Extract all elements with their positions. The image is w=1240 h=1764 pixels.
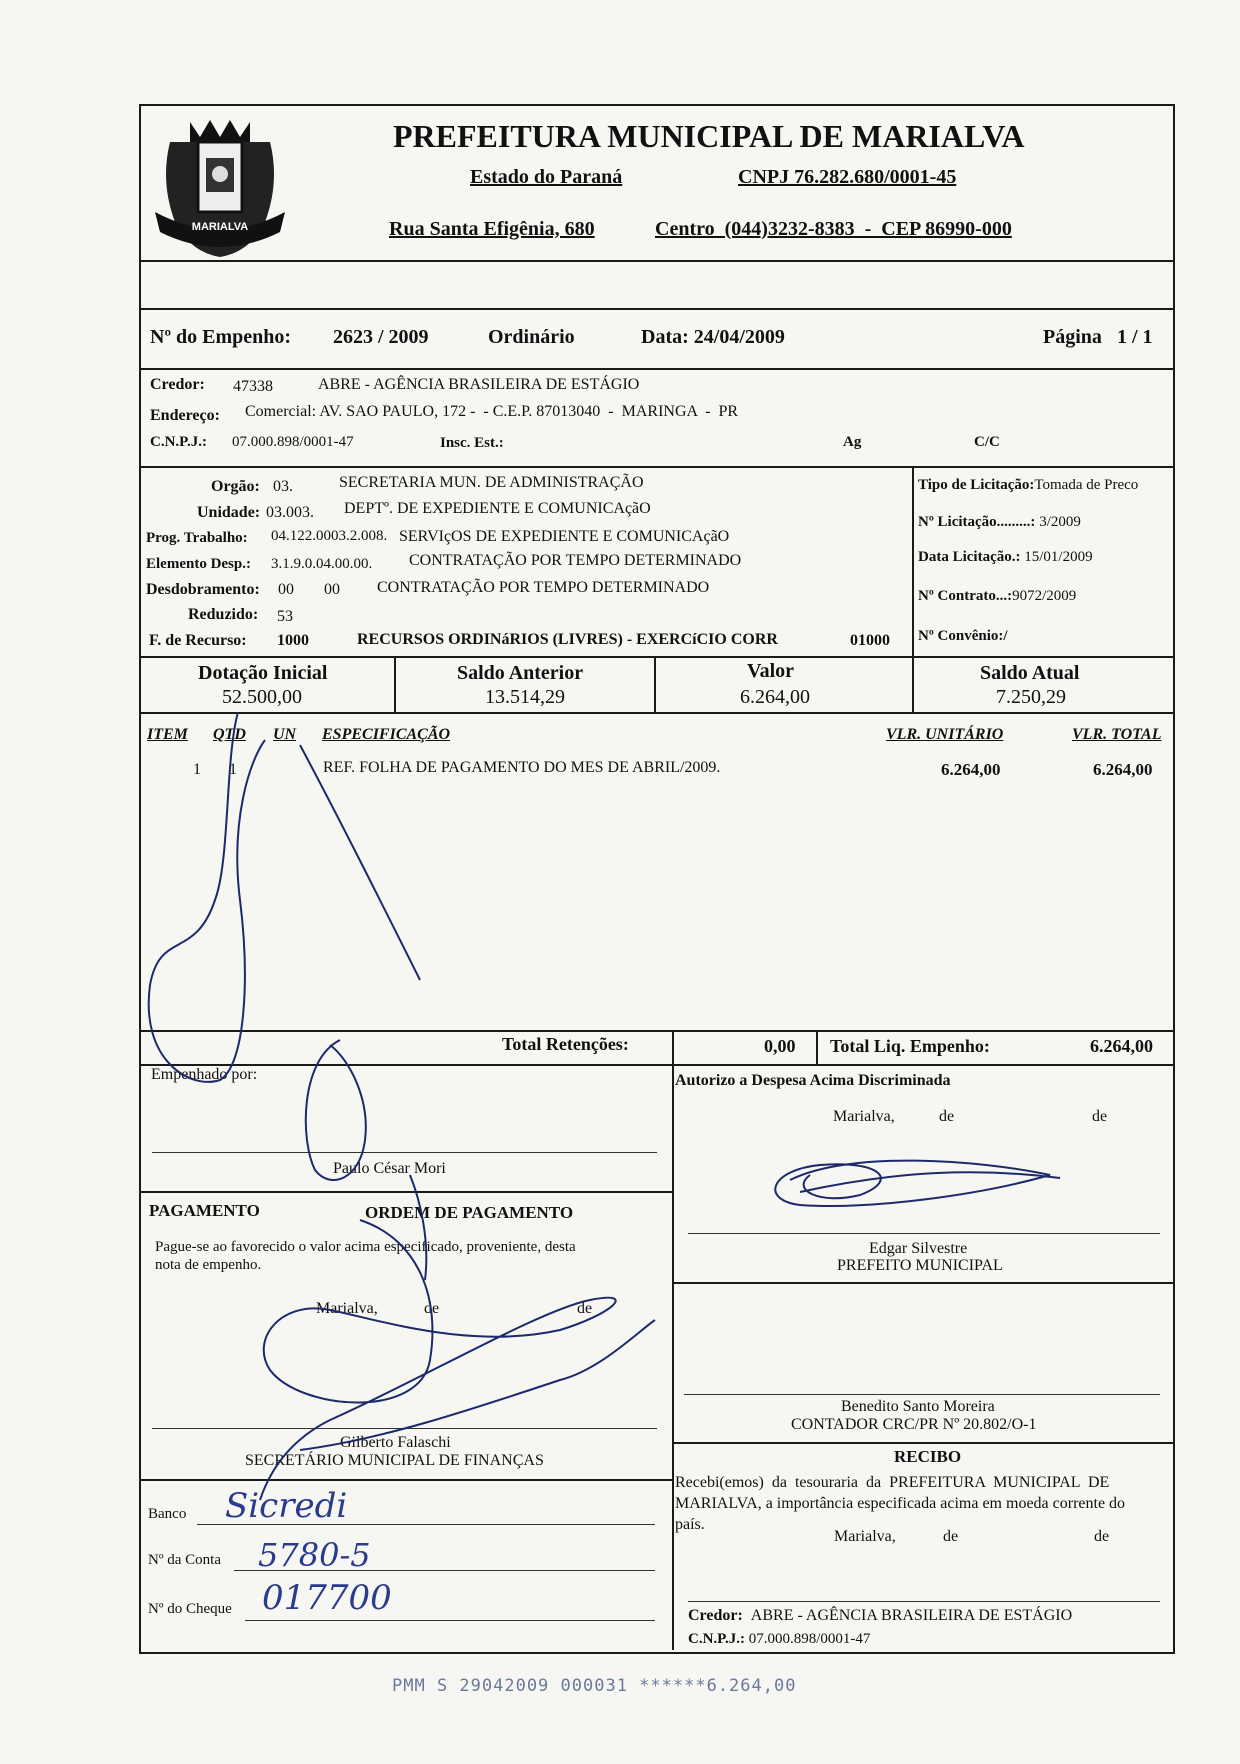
especificacao-header: ESPECIFICAÇÃO: [322, 726, 451, 743]
page-title: PREFEITURA MUNICIPAL DE MARIALVA: [393, 118, 1025, 154]
insc-est-label: Insc. Est.:: [440, 435, 504, 451]
address-contact: Centro (044)3232-8383 - CEP 86990-000: [655, 218, 1012, 240]
prefeito-name: Edgar Silvestre: [869, 1240, 968, 1257]
empenho-number: 2623 / 2009: [333, 326, 429, 348]
valor-total-header: VLR. TOTAL: [1072, 726, 1162, 743]
empenhado-por-label: Empenhado por:: [151, 1066, 258, 1083]
data-licitacao: Data Licitação.: 15/01/2009: [918, 549, 1093, 565]
item-especificacao: REF. FOLHA DE PAGAMENTO DO MES DE ABRIL/2009.: [323, 759, 721, 776]
saldo-anterior-value: 13.514,29: [485, 686, 565, 708]
fonte-recurso-label: F. de Recurso:: [149, 632, 247, 649]
banco-handwritten: Sicredi: [225, 1486, 348, 1526]
item-number: 1: [193, 761, 201, 778]
desdobramento-a: 00: [278, 581, 294, 598]
numero-convenio: Nº Convênio:/: [918, 628, 1008, 644]
orgao-label: Orgão:: [211, 478, 260, 495]
recibo-title: RECIBO: [894, 1447, 962, 1466]
conta-label: Nº da Conta: [148, 1552, 221, 1568]
valor-value: 6.264,00: [740, 686, 810, 708]
page-number: 1 / 1: [1117, 326, 1153, 348]
desdobramento-b: 00: [324, 581, 340, 598]
autorizo-de-2: de: [1092, 1108, 1108, 1125]
pagamento-de-1: de: [424, 1300, 440, 1317]
unidade-label: Unidade:: [197, 504, 261, 521]
numero-licitacao: Nº Licitação.........: 3/2009: [918, 514, 1081, 530]
item-qtd: 1: [229, 761, 237, 778]
cnpj-label: CNPJ 76.282.680/0001-45: [738, 166, 957, 188]
ordem-pagamento-label: ORDEM DE PAGAMENTO: [365, 1203, 574, 1222]
empenho-number-label: Nº do Empenho:: [150, 326, 292, 348]
autorizo-city: Marialva,: [833, 1108, 895, 1125]
total-retencoes-label: Total Retenções:: [502, 1034, 629, 1054]
pagamento-label: PAGAMENTO: [149, 1201, 260, 1220]
cheque-handwritten: 017700: [262, 1578, 392, 1618]
reduzido-label: Reduzido:: [188, 606, 259, 623]
dotacao-inicial-label: Dotação Inicial: [198, 662, 328, 684]
valor-label: Valor: [747, 660, 795, 682]
unidade-name: DEPTº. DE EXPEDIENTE E COMUNICAçãO: [344, 500, 651, 517]
saldo-atual-value: 7.250,29: [996, 686, 1066, 708]
pagamento-text-line-2: nota de empenho.: [155, 1257, 262, 1273]
credor-cnpj: 07.000.898/0001-47: [232, 434, 354, 450]
recibo-text-line-3: país.: [675, 1516, 705, 1533]
page-label: Página: [1043, 326, 1102, 348]
elemento-label: Elemento Desp.:: [146, 556, 251, 572]
elemento-name: CONTRATAÇÃO POR TEMPO DETERMINADO: [409, 552, 742, 569]
desdobramento-name: CONTRATAÇÃO POR TEMPO DETERMINADO: [377, 579, 710, 596]
secretario-role: SECRETÁRIO MUNICIPAL DE FINANÇAS: [245, 1452, 544, 1469]
recibo-text-line-1: Recebi(emos) da tesouraria da PREFEITURA MUNICIPAL DE: [675, 1474, 1110, 1491]
prog-trabalho-name: SERVIçOS DE EXPEDIENTE E COMUNICAçãO: [399, 528, 730, 545]
empenho-date: Data: 24/04/2009: [641, 326, 785, 348]
total-liquido-value: 6.264,00: [1090, 1036, 1153, 1056]
cheque-label: Nº do Cheque: [148, 1601, 232, 1617]
empenho-type: Ordinário: [488, 326, 575, 348]
fonte-recurso-number: 01000: [850, 632, 890, 649]
account-label: C/C: [974, 434, 1000, 450]
recibo-credor: Credor: ABRE - AGÊNCIA BRASILEIRA DE ESTÁGIO: [688, 1607, 1073, 1624]
svg-text:MARIALVA: MARIALVA: [191, 221, 249, 233]
recibo-text-line-2: MARIALVA, a importância especificada acima em moeda corrente do: [675, 1495, 1126, 1512]
valor-unitario-header: VLR. UNITÁRIO: [886, 726, 1004, 743]
mechanical-stamp: PMM S 29042009 000031 ******6.264,00: [392, 1676, 797, 1696]
prefeito-role: PREFEITO MUNICIPAL: [837, 1257, 1003, 1274]
pagamento-de-2: de: [577, 1300, 593, 1317]
fonte-recurso-code: 1000: [277, 632, 309, 649]
item-valor-total: 6.264,00: [1093, 760, 1153, 779]
fonte-recurso-name: RECURSOS ORDINáRIOS (LIVRES) - EXERCíCIO CORR: [357, 631, 778, 648]
dotacao-inicial-value: 52.500,00: [222, 686, 302, 708]
item-valor-unitario: 6.264,00: [941, 760, 1001, 779]
contador-name: Benedito Santo Moreira: [841, 1398, 995, 1415]
credor-address: Comercial: AV. SAO PAULO, 172 - - C.E.P. 87013040 - MARINGA - PR: [245, 403, 739, 420]
credor-name: ABRE - AGÊNCIA BRASILEIRA DE ESTÁGIO: [318, 376, 640, 393]
numero-contrato: Nº Contrato...:9072/2009: [918, 588, 1077, 604]
secretario-name: Gilberto Falaschi: [340, 1434, 451, 1451]
banco-label: Banco: [148, 1506, 187, 1522]
unidade-code: 03.003.: [266, 504, 314, 521]
pagamento-text-line-1: Pague-se ao favorecido o valor acima especificado, proveniente, desta: [155, 1239, 576, 1255]
conta-handwritten: 5780-5: [258, 1536, 371, 1574]
autorizo-de-1: de: [939, 1108, 955, 1125]
state-label: Estado do Paraná: [470, 166, 623, 188]
recibo-de-1: de: [943, 1528, 959, 1545]
address-label: Endereço:: [150, 407, 220, 424]
item-header: ITEM: [147, 726, 188, 743]
saldo-atual-label: Saldo Atual: [980, 662, 1080, 684]
cnpj-credor-label: C.N.P.J.:: [150, 434, 207, 450]
orgao-name: SECRETARIA MUN. DE ADMINISTRAÇÃO: [339, 474, 644, 491]
recibo-de-2: de: [1094, 1528, 1110, 1545]
tipo-licitacao: Tipo de Licitação:Tomada de Preco: [918, 477, 1139, 493]
pagamento-city: Marialva,: [316, 1300, 378, 1317]
recibo-cnpj: C.N.P.J.: 07.000.898/0001-47: [688, 1631, 871, 1647]
total-liquido-label: Total Liq. Empenho:: [830, 1036, 990, 1056]
saldo-anterior-label: Saldo Anterior: [457, 662, 584, 684]
qtd-header: QTD: [213, 726, 246, 743]
prog-trabalho-label: Prog. Trabalho:: [146, 530, 248, 546]
prog-trabalho-code: 04.122.0003.2.008.: [271, 528, 388, 544]
credor-label: Credor:: [150, 376, 205, 393]
contador-role: CONTADOR CRC/PR Nº 20.802/O-1: [791, 1416, 1037, 1433]
total-retencoes-value: 0,00: [764, 1036, 796, 1056]
agency-label: Ag: [843, 434, 862, 450]
elemento-code: 3.1.9.0.04.00.00.: [271, 556, 373, 572]
credor-code: 47338: [233, 378, 273, 395]
autorizo-label: Autorizo a Despesa Acima Discriminada: [675, 1072, 951, 1089]
desdobramento-label: Desdobramento:: [146, 581, 260, 598]
recibo-city: Marialva,: [834, 1528, 896, 1545]
street-address: Rua Santa Efigênia, 680: [389, 218, 595, 240]
un-header: UN: [273, 726, 297, 743]
reduzido-value: 53: [277, 608, 293, 625]
orgao-code: 03.: [273, 478, 293, 495]
empenhado-por-name: Paulo César Mori: [333, 1160, 446, 1177]
